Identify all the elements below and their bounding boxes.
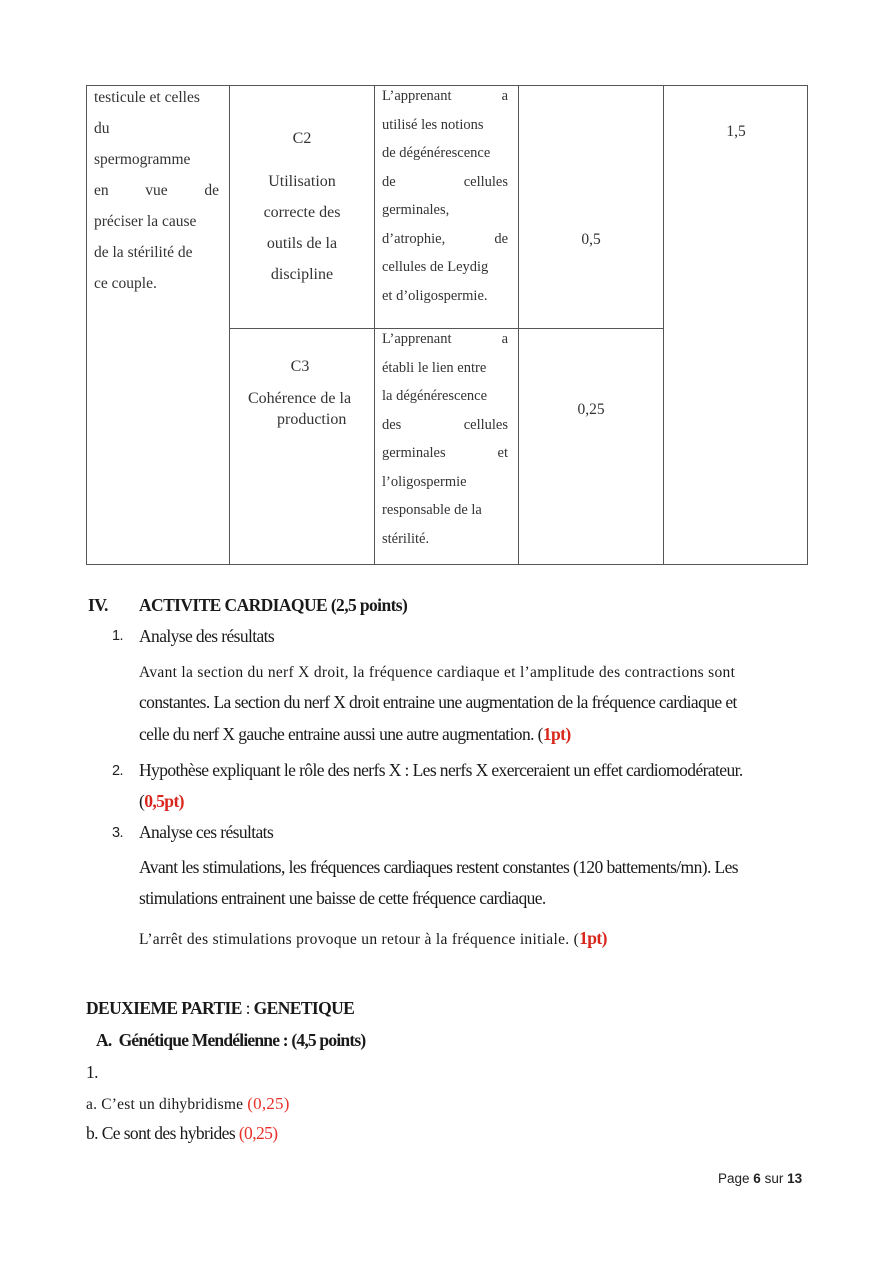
item-number: 3. [112, 825, 123, 841]
table-left-border [86, 85, 87, 565]
indicator-word: des [382, 416, 402, 433]
paragraph-text: celle du nerf X gauche entraine aussi une autre augmentation. ( [139, 724, 543, 744]
criterion-line: Utilisation [268, 173, 336, 190]
situation-line [94, 175, 219, 206]
criterion-code: C3 [290, 358, 310, 375]
indicator-line: établi le lien entre [382, 359, 487, 376]
situation-word: de [204, 182, 219, 199]
part-title-sep: : [241, 998, 254, 1018]
score-badge: (0,25) [238, 1123, 278, 1143]
page-total: 13 [787, 1171, 803, 1186]
situation-word: vue [145, 182, 168, 199]
indicator-line: utilisé les notions [382, 116, 484, 133]
situation-line: ce couple. [94, 275, 157, 292]
indicator-line: cellules de Leydig [382, 259, 489, 275]
situation-line: préciser la cause [94, 213, 197, 230]
item-number: 1. [112, 628, 123, 644]
indicator-line: la dégénérescence [382, 388, 488, 404]
table-col-divider [229, 85, 230, 565]
criterion-line: outils de la [266, 235, 338, 252]
indicator-line [382, 439, 508, 468]
criterion-line: Cohérence de la [248, 390, 352, 407]
situation-word: en [94, 182, 109, 199]
score-badge: (0,25) [247, 1094, 290, 1113]
score-badge: 1pt) [542, 724, 571, 744]
page-number: 6 [753, 1171, 761, 1186]
item-label: Analyse des résultats [139, 626, 275, 646]
part-title [86, 998, 354, 1019]
section-numeral: IV. [88, 595, 108, 615]
item-label: Analyse ces résultats [139, 822, 274, 842]
table-col-divider [663, 85, 664, 565]
table-right-border [807, 85, 808, 565]
paragraph-line [139, 928, 607, 949]
situation-line: du [94, 120, 110, 137]
indicator-word: de [494, 230, 508, 247]
indicator-line [382, 168, 508, 197]
indicator-line: germinales, [382, 202, 450, 218]
grading-table [86, 85, 808, 565]
part-title-main: DEUXIEME PARTIE [86, 998, 242, 1018]
item-number: 2. [112, 763, 123, 779]
paren: ( [139, 791, 145, 811]
section-title: ACTIVITE CARDIAQUE (2,5 points) [139, 595, 408, 615]
situation-line: de la stérilité de [94, 244, 193, 261]
paragraph-text: L’arrêt des stimulations provoque un retour à la fréquence initiale. ( [139, 931, 580, 948]
page-label: Page [718, 1171, 750, 1186]
criterion-line: discipline [270, 266, 334, 283]
page-footer [718, 1171, 802, 1186]
indicator-line [382, 325, 508, 354]
answer-text: a. C’est un dihybridisme [86, 1096, 244, 1113]
indicator-line [382, 411, 508, 440]
indicator-cell [382, 82, 508, 310]
score-badge: 1pt) [579, 928, 607, 948]
part-title-sub: GENETIQUE [253, 998, 355, 1018]
table-col-divider [518, 85, 519, 565]
indicator-word: et [497, 445, 508, 461]
criterion-description [244, 388, 384, 430]
paragraph-line: Avant les stimulations, les fréquences cardiaques restent constantes (120 battements/mn). Les [139, 857, 738, 877]
criterion-line: correcte des [263, 204, 341, 221]
situation-line: testicule et celles [94, 89, 200, 106]
item-score-line [139, 791, 184, 812]
answer-text: b. Ce sont des hybrides [86, 1123, 236, 1143]
paragraph-line [139, 724, 571, 745]
paragraph-line: stimulations entrainent une baisse de cette fréquence cardiaque. [139, 888, 546, 908]
indicator-line [382, 82, 508, 111]
subsection-title: A. Génétique Mendélienne : (4,5 points) [96, 1030, 366, 1050]
indicator-word: a [501, 88, 508, 104]
indicator-word: L’apprenant [382, 88, 452, 104]
indicator-word: a [501, 331, 508, 347]
indicator-word: de [382, 173, 396, 190]
indicator-line: responsable de la [382, 502, 482, 518]
total-value: 1,5 [726, 123, 746, 140]
indicator-word: d’atrophie, [382, 230, 446, 247]
indicator-cell [382, 325, 508, 553]
paragraph-line: Avant la section du nerf X droit, la fréquence cardiaque et l’amplitude des contractions sont [139, 664, 736, 681]
item-label: Hypothèse expliquant le rôle des nerfs X : Les nerfs X exerceraient un effet cardiomodérateur. [139, 760, 743, 780]
indicator-line [382, 225, 508, 254]
page-of-label: sur [764, 1171, 784, 1186]
answer-line [86, 1123, 278, 1144]
note-value: 0,25 [577, 401, 605, 418]
indicator-line: stérilité. [382, 530, 430, 547]
question-number: 1. [86, 1062, 98, 1082]
indicator-word: cellules [463, 173, 508, 190]
indicator-word: germinales [382, 445, 446, 461]
criterion-line: production [277, 411, 347, 428]
score-badge: 0,5pt) [144, 791, 184, 811]
situation-cell [94, 82, 219, 299]
situation-line: spermogramme [94, 151, 191, 168]
criterion-code: C2 [292, 130, 312, 147]
table-bottom-border [86, 564, 808, 565]
criterion-description [230, 166, 374, 290]
answer-line [86, 1094, 290, 1114]
indicator-line: l’oligospermie [382, 473, 467, 490]
indicator-word: cellules [463, 416, 508, 433]
indicator-word: L’apprenant [382, 331, 452, 347]
note-value: 0,5 [581, 231, 601, 248]
indicator-line: de dégénérescence [382, 145, 491, 161]
table-col-divider [374, 85, 375, 565]
paragraph-line: constantes. La section du nerf X droit entraine une augmentation de la fréquence cardiaque et [139, 692, 737, 712]
indicator-line: et d’oligospermie. [382, 287, 488, 304]
